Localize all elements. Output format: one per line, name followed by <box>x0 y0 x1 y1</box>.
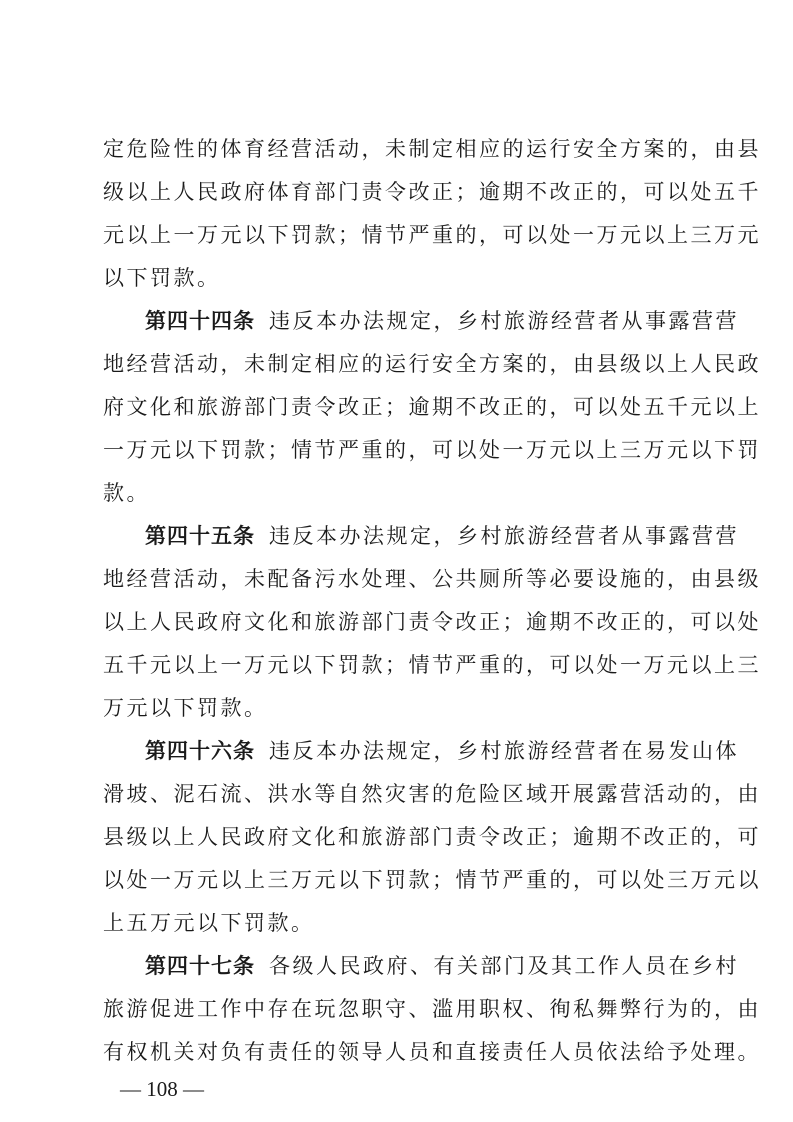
paragraph-line: 级以上人民政府体育部门责令改正；逾期不改正的，可以处五千 <box>103 180 761 204</box>
paragraph-line: 款。 <box>103 481 150 505</box>
paragraph-line: 定危险性的体育经营活动，未制定相应的运行安全方案的，由县 <box>103 137 761 161</box>
paragraph-line: 地经营活动，未制定相应的运行安全方案的，由县级以上人民政 <box>103 352 761 376</box>
article-text: 违反本办法规定，乡村旅游经营者从事露营营 <box>269 524 739 548</box>
paragraph-line: 府文化和旅游部门责令改正；逾期不改正的，可以处五千元以上 <box>103 395 761 419</box>
paragraph-line: 万元以下罚款。 <box>103 696 268 720</box>
page-number: — 108 — <box>120 1077 204 1101</box>
article-number: 第四十四条 <box>145 308 255 333</box>
article-first-line <box>145 731 739 771</box>
paragraph-line: 以处一万元以上三万元以下罚款；情节严重的，可以处三万元以 <box>103 868 761 892</box>
paragraph-line: 地经营活动，未配备污水处理、公共厕所等必要设施的，由县级 <box>103 567 761 591</box>
paragraph-line: 旅游促进工作中存在玩忽职守、滥用职权、徇私舞弊行为的，由 <box>103 997 761 1021</box>
paragraph-line: 五千元以上一万元以下罚款；情节严重的，可以处一万元以上三 <box>103 653 761 677</box>
paragraph-line: 以下罚款。 <box>103 266 221 290</box>
article-number: 第四十五条 <box>145 523 255 548</box>
article-first-line <box>145 301 739 341</box>
paragraph-line: 上五万元以下罚款。 <box>103 911 315 935</box>
paragraph-line: 元以上一万元以下罚款；情节严重的，可以处一万元以上三万元 <box>103 223 761 247</box>
article-text: 各级人民政府、有关部门及其工作人员在乡村 <box>269 954 739 978</box>
paragraph-line: 以上人民政府文化和旅游部门责令改正；逾期不改正的，可以处 <box>103 610 761 634</box>
article-text: 违反本办法规定，乡村旅游经营者在易发山体 <box>269 739 739 763</box>
article-first-line <box>145 946 739 986</box>
article-number: 第四十七条 <box>145 953 255 978</box>
article-text: 违反本办法规定，乡村旅游经营者从事露营营 <box>269 309 739 333</box>
paragraph-line: 有权机关对负有责任的领导人员和直接责任人员依法给予处理。 <box>103 1040 761 1064</box>
article-first-line <box>145 516 739 556</box>
paragraph-line: 一万元以下罚款；情节严重的，可以处一万元以上三万元以下罚 <box>103 438 761 462</box>
article-number: 第四十六条 <box>145 738 255 763</box>
paragraph-line: 滑坡、泥石流、洪水等自然灾害的危险区域开展露营活动的，由 <box>103 782 761 806</box>
paragraph-line: 县级以上人民政府文化和旅游部门责令改正；逾期不改正的，可 <box>103 825 761 849</box>
